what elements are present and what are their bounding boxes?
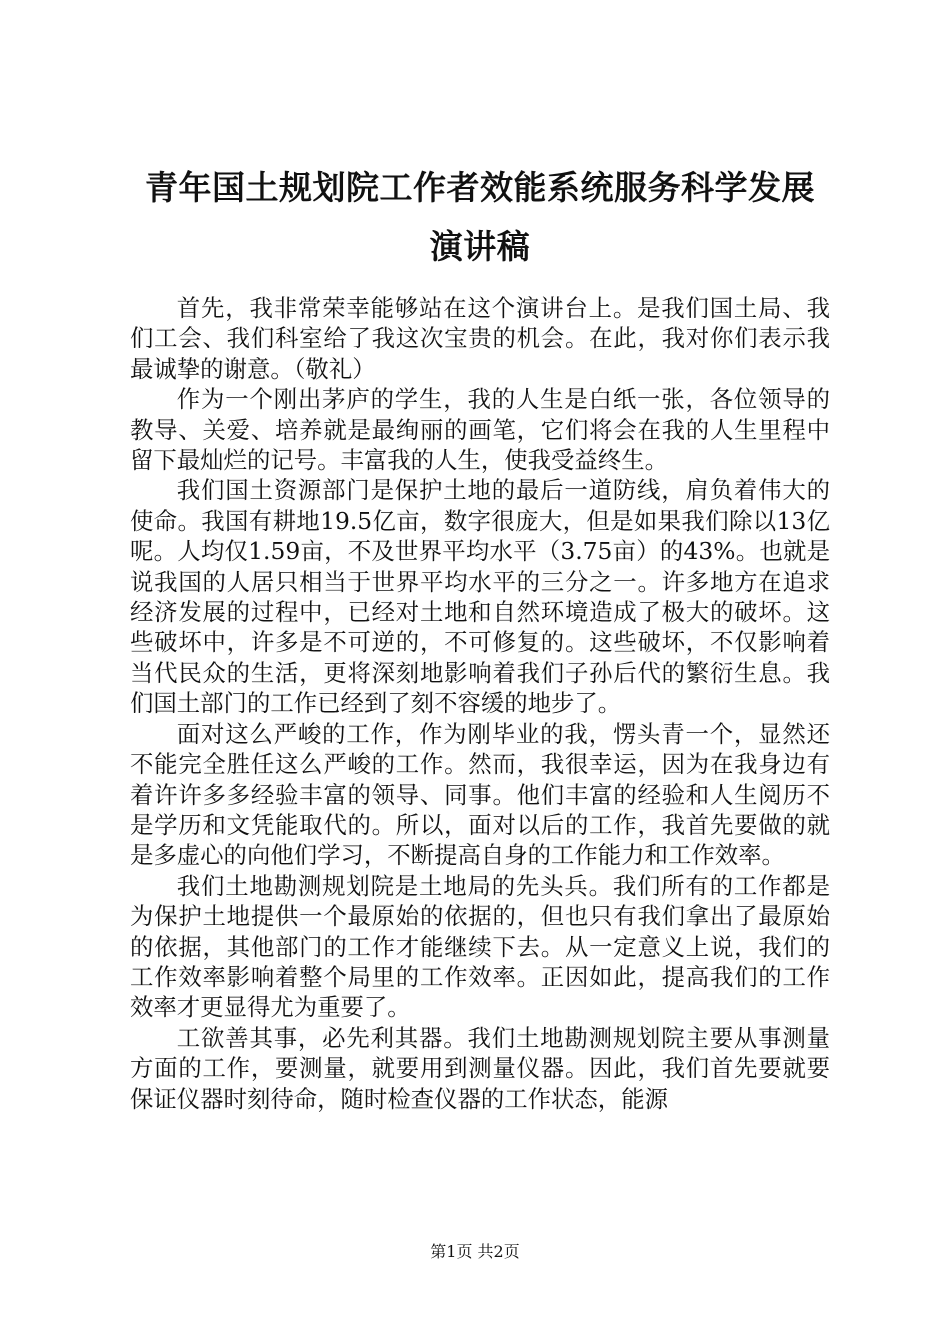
- title-line-2: 演讲稿: [429, 227, 531, 266]
- paragraph-1: 首先，我非常荣幸能够站在这个演讲台上。是我们国土局、我们工会、我们科室给了我这次宝贵的机会。在此，我对你们表示我最诚挚的谢意。（敬礼）: [130, 294, 830, 383]
- paragraph-5: 我们土地勘测规划院是土地局的先头兵。我们所有的工作都是为保护土地提供一个最原始的依据的，但也只有我们拿出了最原始的依据，其他部门的工作才能继续下去。从一定意义上说，我们的工作效率影响着整个局里的工作效率。正因如此，提高我们的工作效率才更显得尤为重要了。: [130, 871, 830, 1022]
- paragraph-4: 面对这么严峻的工作，作为刚毕业的我，愣头青一个，显然还不能完全胜任这么严峻的工作。然而，我很幸运，因为在我身边有着许许多多经验丰富的领导、同事。他们丰富的经验和人生阅历不是学历和文凭能取代的。所以，面对以后的工作，我首先要做的就是多虚心的向他们学习，不断提高自身的工作能力和工作效率。: [130, 719, 830, 870]
- title-line-1: 青年国土规划院工作者效能系统服务科学发展: [145, 168, 815, 207]
- document-body: [130, 293, 830, 1114]
- page-footer: 第1页 共2页: [430, 1242, 520, 1261]
- paragraph-6: 工欲善其事，必先利其器。我们土地勘测规划院主要从事测量方面的工作，要测量，就要用到测量仪器。因此，我们首先要就要保证仪器时刻待命，随时检查仪器的工作状态，能源: [130, 1023, 830, 1113]
- paragraph-3: 我们国土资源部门是保护土地的最后一道防线，肩负着伟大的使命。我国有耕地19.5亿亩，数字很庞大，但是如果我们除以13亿呢。人均仅1.59亩，不及世界平均水平（3.75亩）的43%。也就是说我国的人居只相当于世界平均水平的三分之一。许多地方在追求经济发展的过程中，已经对土地和自然环境造成了极大的破坏。这些破坏中，许多是不可逆的，不可修复的。这些破坏，不仅影响着当代民众的生活，更将深刻地影响着我们子孙后代的繁衍生息。我们国土部门的工作已经到了刻不容缓的地步了。: [130, 476, 830, 718]
- paragraph-2: 作为一个刚出茅庐的学生，我的人生是白纸一张，各位领导的教导、关爱、培养就是最绚丽的画笔，它们将会在我的人生里程中留下最灿烂的记号。丰富我的人生，使我受益终生。: [130, 385, 830, 475]
- document-title: [120, 158, 840, 276]
